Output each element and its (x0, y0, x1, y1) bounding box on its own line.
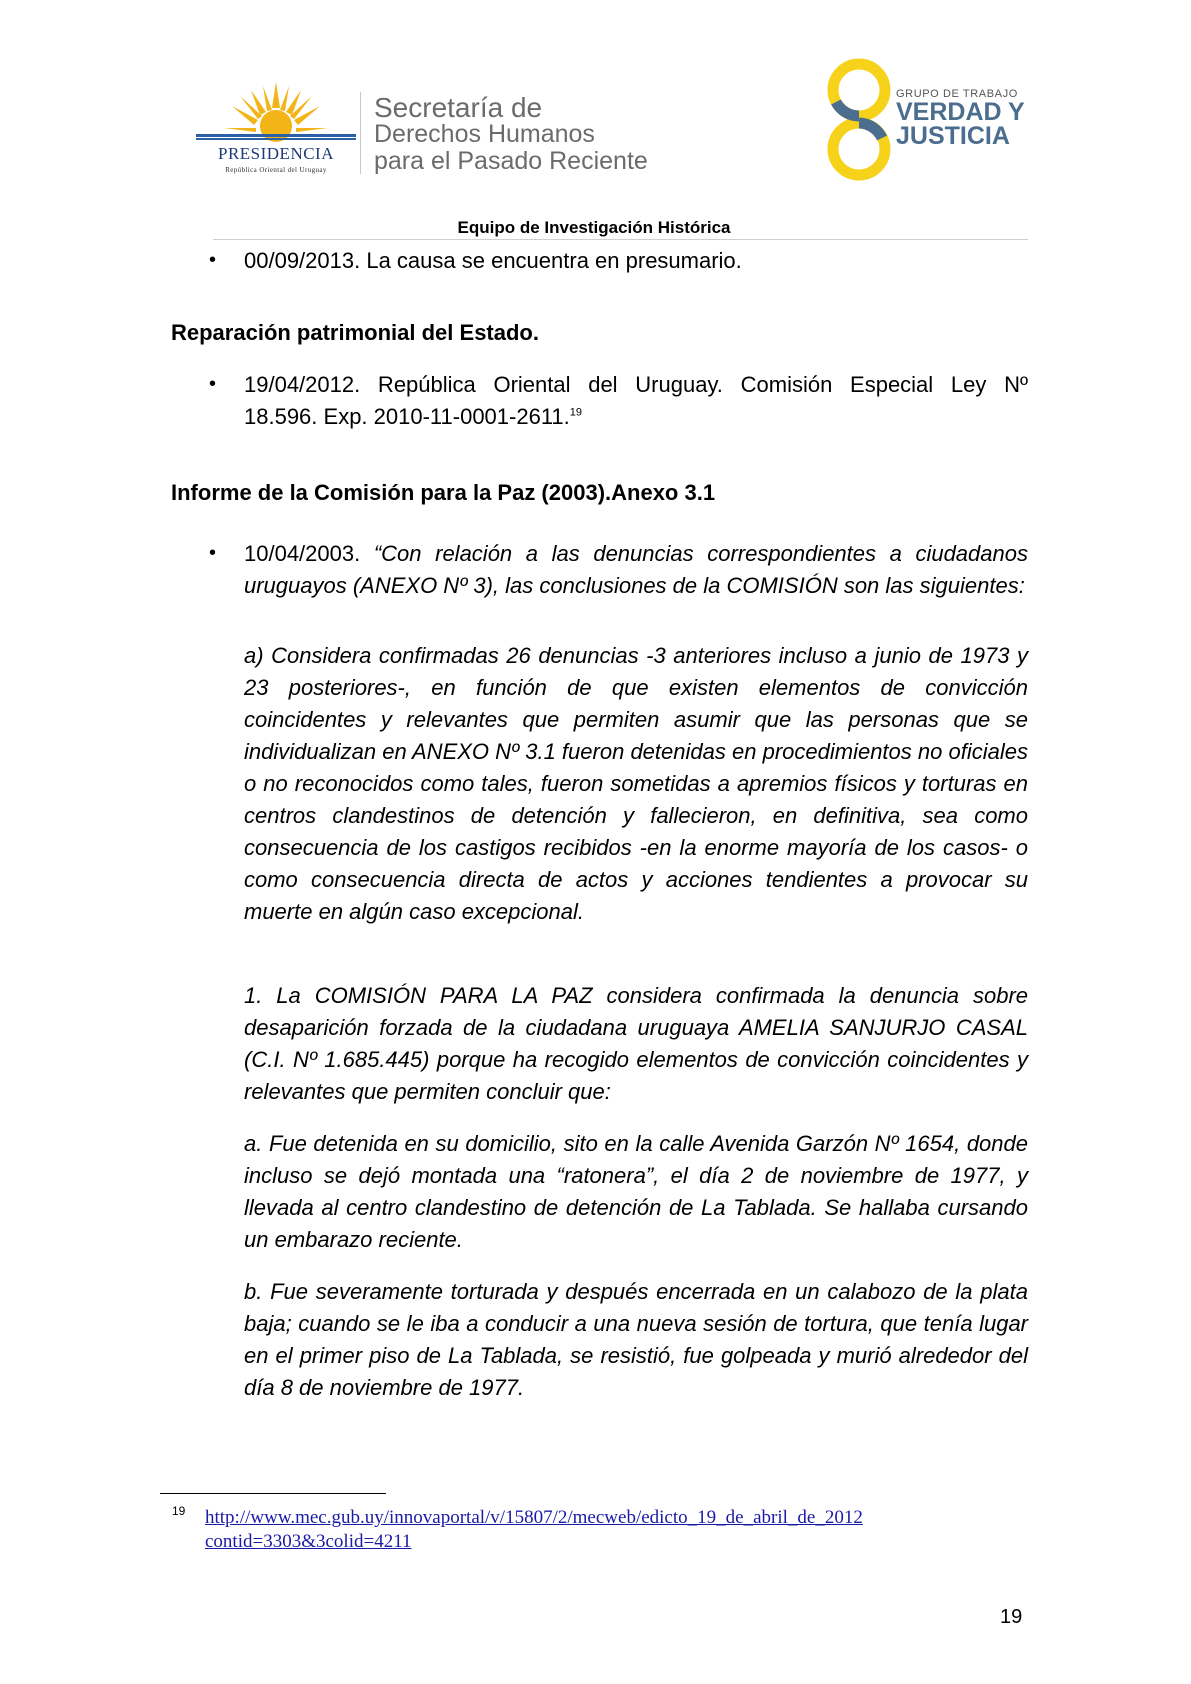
secretaria-title (374, 94, 648, 175)
header-divider (360, 92, 361, 174)
verdad-justicia-emblem-icon (822, 58, 896, 182)
presidencia-name: PRESIDENCIA (217, 144, 334, 163)
team-header: Equipo de Investigación Histórica (457, 218, 731, 237)
secretaria-line3: para el Pasado Reciente (374, 147, 648, 175)
bullet-item-line1: 19/04/2012. República Oriental del Uruguay. Comisión Especial Ley Nº (244, 372, 1028, 397)
bullet-icon: • (209, 249, 217, 271)
bullet-item-reparacion (244, 369, 1028, 433)
secretaria-line2: Derechos Humanos (374, 120, 595, 148)
grupo-line2: VERDAD Y (896, 98, 1025, 126)
footnote-link[interactable] (205, 1506, 863, 1554)
grupo-trabajo-title (896, 88, 1025, 148)
sun-emblem-icon (196, 82, 356, 146)
section-heading-reparacion: Reparación patrimonial del Estado. (171, 320, 539, 345)
paragraph-b: b. Fue severamente torturada y después encerrada en un calabozo de la plata baja; cuando se le iba a conducir a una nueva sesión de tortura, que tenía lugar en el primer piso de La Tablada, se resistió, fue golpeada y murió alrededor del día 8 de noviembre de 1977. (244, 1279, 1028, 1400)
bullet-item-status: 00/09/2013. La causa se encuentra en presumario. (244, 248, 742, 273)
footnote-link-line2[interactable]: contid=3303&3colid=4211 (205, 1531, 412, 1552)
page-number: 19 (1000, 1606, 1023, 1628)
section-heading-informe: Informe de la Comisión para la Paz (2003).Anexo 3.1 (171, 480, 716, 505)
secretaria-line1: Secretaría de (374, 92, 543, 123)
presidencia-subtitle: República Oriental del Uruguay (225, 166, 327, 174)
grupo-line1: GRUPO DE TRABAJO (896, 88, 1018, 100)
footnote-number: 19 (172, 1504, 186, 1518)
bullet-icon: • (209, 542, 217, 564)
bullet-icon: • (209, 373, 217, 395)
footnote-link-line1[interactable]: http://www.mec.gub.uy/innovaportal/v/15807/2/mecweb/edicto_19_de_abril_de_2012 (205, 1507, 863, 1528)
paragraph-a: a) Considera confirmadas 26 denuncias -3 anteriores incluso a junio de 1973 y 23 posteriores-, en función de que existen elementos de convicción coincidentes y relevantes que permiten asumir que las personas que se individualizan en ANEXO Nº 3.1 fueron detenidas en procedimientos no oficiales o no reconocidos como tales, fueron sometidas a apremios físicos y torturas en centros clandestinos de detención y fallecieron, en definitiva, sea como consecuencia de los castigos recibidos -en la enorme mayoría de los casos- o como consecuencia directa de actos y acciones tendientes a provocar su muerte en algún caso excepcional. (244, 643, 1028, 924)
bullet-item-line2: 18.596. Exp. 2010-11-0001-2611. (244, 404, 570, 429)
quote-intro: “Con relación a las denuncias correspondientes a ciudadanos uruguayos (ANEXO Nº 3), las conclusiones de la COMISIÓN son las siguientes: (244, 541, 1028, 598)
footnote-ref[interactable]: 19 (569, 406, 583, 419)
header-rule (213, 239, 1028, 240)
presidencia-logo (196, 82, 356, 182)
grupo-line3: JUSTICIA (896, 122, 1010, 150)
paragraph-a2: a. Fue detenida en su domicilio, sito en la calle Avenida Garzón Nº 1654, donde incluso se dejó montada una “ratonera”, el día 2 de noviembre de 1977, y llevada al centro clandestino de detención de La Tablada. Se hallaba cursando un embarazo reciente. (244, 1131, 1028, 1252)
bullet-date: 10/04/2003. (244, 541, 374, 566)
paragraph-1: 1. La COMISIÓN PARA LA PAZ considera confirmada la denuncia sobre desaparición forzada de la ciudadana uruguaya AMELIA SANJURJO CASAL (C.I. Nº 1.685.445) porque ha recogido elementos de convicción coincidentes y relevantes que permiten concluir que: (244, 983, 1028, 1104)
footnote-rule (160, 1493, 386, 1494)
bullet-item-informe (244, 538, 1028, 602)
